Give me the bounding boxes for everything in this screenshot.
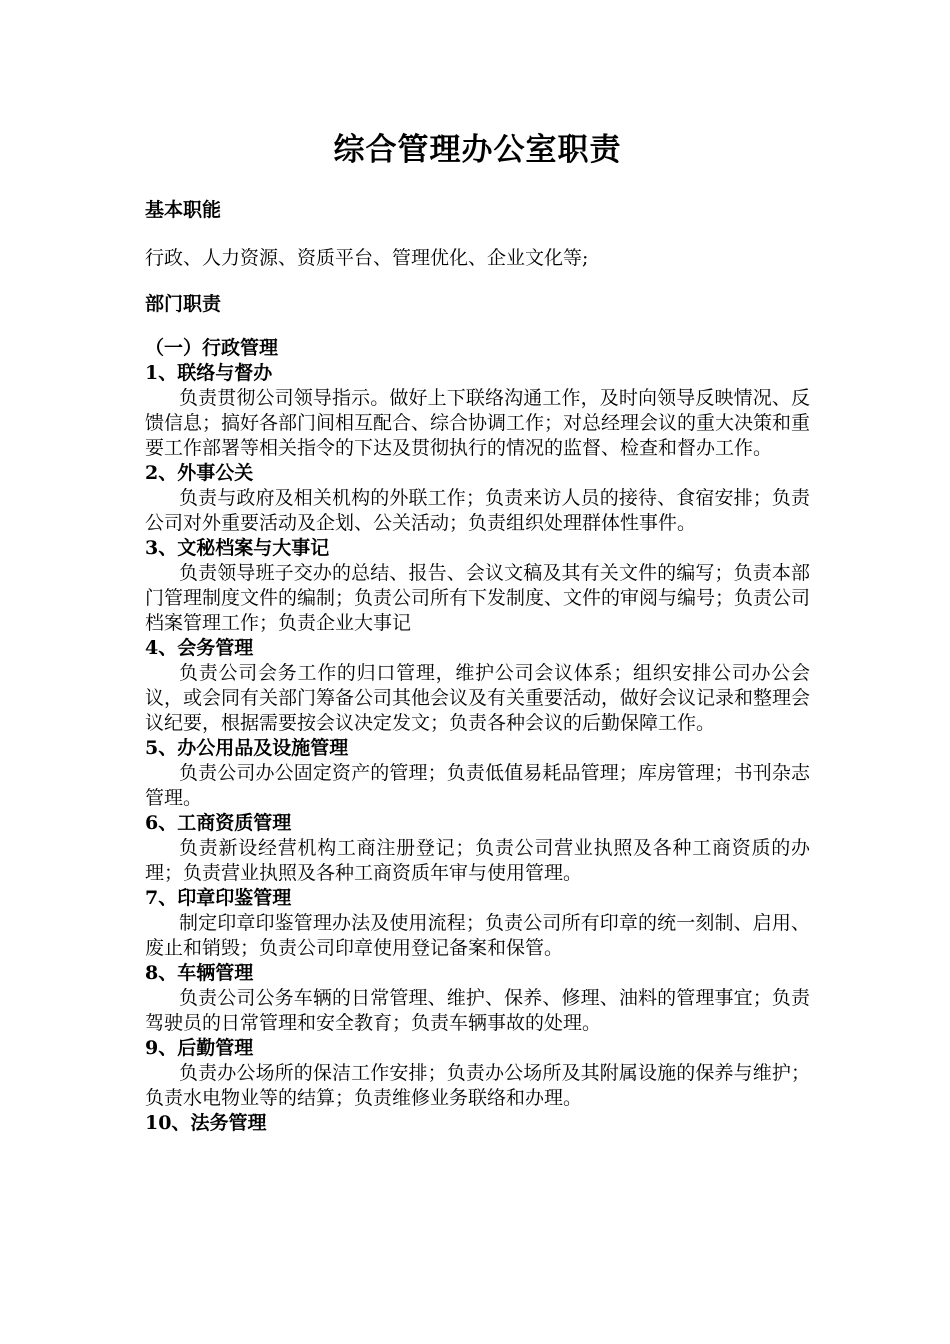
duty-item-text: 负责与政府及相关机构的外联工作；负责来访人员的接待、食宿安排；负责公司对外重要活动及企划、公关活动；负责组织处理群体性事件。: [145, 487, 810, 534]
duty-item-text: 负责公司办公固定资产的管理；负责低值易耗品管理；库房管理；书刊杂志管理。: [145, 762, 810, 809]
duty-item-heading: 10、法务管理: [145, 1112, 267, 1134]
duty-item-heading: 9、后勤管理: [145, 1037, 254, 1059]
subsection-administrative-management: （一）行政管理: [145, 337, 279, 359]
duty-item-text: 负责办公场所的保洁工作安排；负责办公场所及其附属设施的保养与维护；负责水电物业等的结算；负责维修业务联络和办理。: [145, 1062, 810, 1109]
duty-item-text: 制定印章印鉴管理办法及使用流程；负责公司所有印章的统一刻制、启用、废止和销毁；负责公司印章使用登记备案和保管。: [145, 912, 810, 959]
duty-item-heading: 5、办公用品及设施管理: [145, 737, 349, 759]
duty-item-text: 负责公司会务工作的归口管理，维护公司会议体系；组织安排公司办公会议，或会同有关部门筹备公司其他会议及有关重要活动，做好会议记录和整理会议纪要，根据需要按会议决定发文；负责各种会议的后勤保障工作。: [145, 662, 811, 734]
duty-item-text: 负责贯彻公司领导指示。做好上下联络沟通工作，及时向领导反映情况、反馈信息；搞好各部门间相互配合、综合协调工作；对总经理会议的重大决策和重要工作部署等相关指令的下达及贯彻执行的情况的监督、检查和督办工作。: [145, 387, 811, 459]
duty-item-heading: 8、车辆管理: [145, 962, 254, 984]
duty-item-heading: 4、会务管理: [145, 637, 254, 659]
duty-item-text: 负责新设经营机构工商注册登记；负责公司营业执照及各种工商资质的办理；负责营业执照及各种工商资质年审与使用管理。: [145, 837, 810, 884]
duty-item-heading: 6、工商资质管理: [145, 812, 292, 834]
duty-item-heading: 7、印章印鉴管理: [145, 887, 292, 909]
department-duties-body: [145, 336, 810, 1136]
duty-item-heading: 3、文秘档案与大事记: [145, 537, 330, 559]
duty-item-heading: 1、联络与督办: [145, 362, 273, 384]
basic-function-heading: 基本职能: [145, 199, 222, 221]
basic-function-text: 行政、人力资源、资质平台、管理优化、企业文化等;: [145, 247, 589, 269]
department-duties-heading: 部门职责: [145, 293, 222, 315]
duty-item-text: 负责公司公务车辆的日常管理、维护、保养、修理、油料的管理事宜；负责驾驶员的日常管理和安全教育；负责车辆事故的处理。: [145, 987, 810, 1034]
duty-item-heading: 2、外事公关: [145, 462, 254, 484]
duty-item-text: 负责领导班子交办的总结、报告、会议文稿及其有关文件的编写；负责本部门管理制度文件的编制；负责公司所有下发制度、文件的审阅与编号；负责公司档案管理工作；负责企业大事记: [145, 562, 811, 634]
document-title: 综合管理办公室职责: [333, 132, 622, 168]
